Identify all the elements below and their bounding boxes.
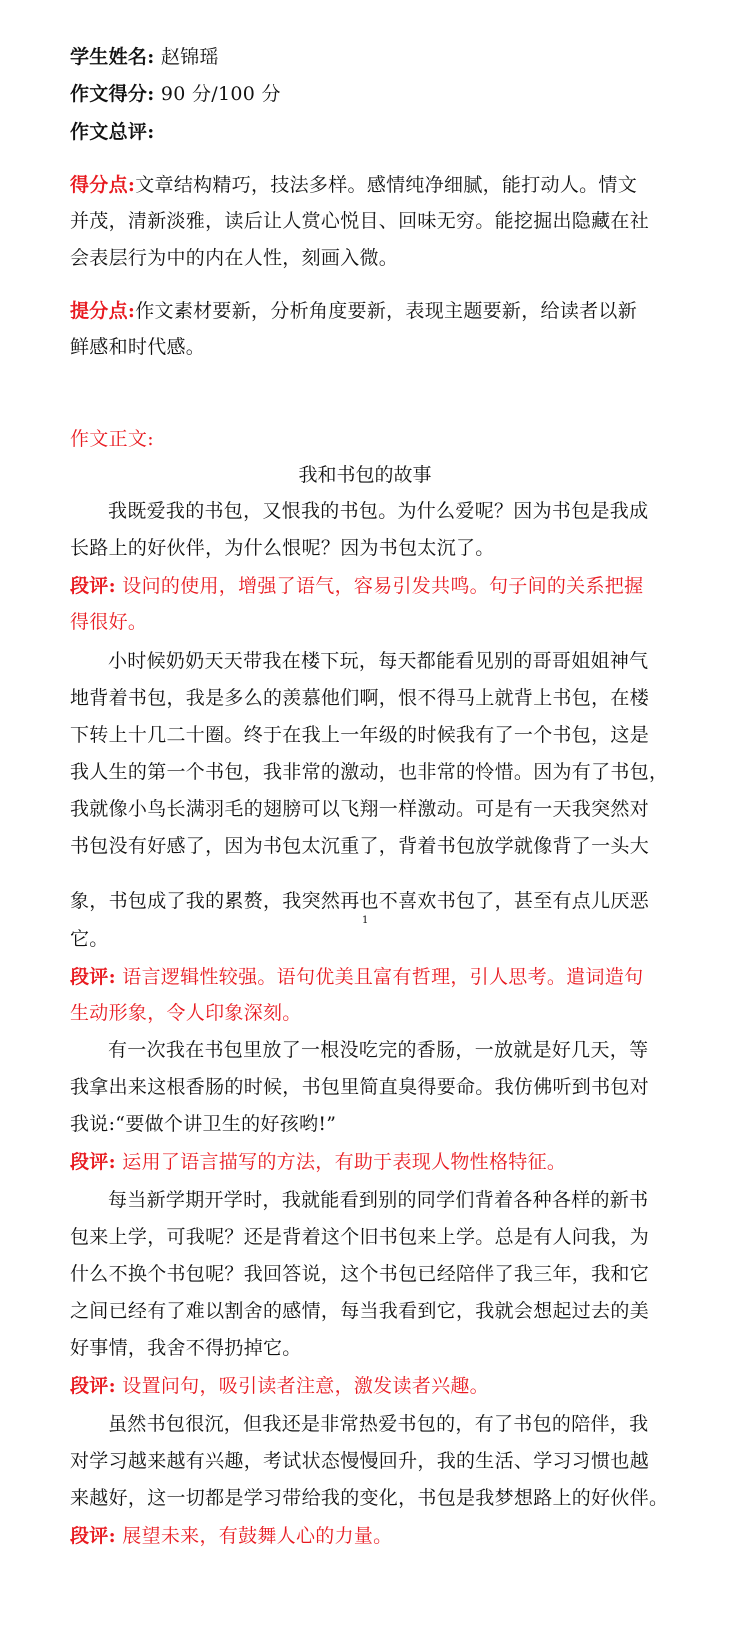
essay-paragraph-line: 包来上学，可我呢？还是背着这个旧书包来上学。总是有人问我，为	[70, 1226, 650, 1248]
comment-label: 段评:	[70, 1151, 116, 1173]
essay-paragraph-line: 地背着书包，我是多么的羡慕他们啊，恨不得马上就背上书包，在楼	[70, 687, 650, 709]
essay-paragraph-line: 下转上十几二十圈。终于在我上一年级的时候我有了一个书包，这是	[70, 724, 650, 746]
essay-paragraph-line: 我人生的第一个书包，我非常的激动，也非常的怜惜。因为有了书包，	[70, 761, 669, 783]
comment-text: 运用了语言描写的方法，有助于表现人物性格特征。	[122, 1151, 567, 1173]
comment-text: 得很好。	[70, 611, 148, 633]
comment-text: 展望未来，有鼓舞人心的力量。	[122, 1525, 393, 1547]
essay-paragraph-line: 有一次我在书包里放了一根没吃完的香肠，一放就是好几天，等	[108, 1039, 649, 1061]
improve-text: 鲜感和时代感。	[70, 336, 206, 358]
comment-text: 设问的使用，增强了语气，容易引发共鸣。句子间的关系把握	[122, 575, 644, 597]
essay-paragraph-line: 之间已经有了难以割舍的感情，每当我看到它，我就会想起过去的美	[70, 1300, 650, 1322]
strengths-text: 并茂，清新淡雅，读后让人赏心悦目、回味无穷。能挖掘出隐藏在社	[70, 210, 650, 232]
essay-paragraph-line: 什么不换个书包呢？我回答说，这个书包已经陪伴了我三年，我和它	[70, 1263, 650, 1285]
review-label: 作文总评:	[70, 121, 155, 143]
improve-line	[70, 296, 637, 323]
comment-line	[70, 1147, 566, 1174]
improve-text: 作文素材要新，分析角度要新，表现主题要新，给读者以新	[135, 300, 638, 322]
comment-label: 段评:	[70, 966, 116, 988]
essay-paragraph-line: 它。	[70, 928, 109, 950]
score-label: 作文得分:	[70, 83, 155, 105]
improve-label: 提分点:	[70, 300, 136, 322]
comment-line	[70, 962, 643, 989]
strengths-line	[70, 170, 637, 197]
essay-paragraph-line: 我既爱我的书包，又恨我的书包。为什么爱呢？因为书包是我成	[108, 500, 649, 522]
comment-line	[70, 1521, 392, 1548]
essay-paragraph-line: 好事情，我舍不得扔掉它。	[70, 1337, 302, 1359]
essay-paragraph-line: 我就像小鸟长满羽毛的翅膀可以飞翔一样激动。可是有一天我突然对	[70, 798, 650, 820]
page-number: 1	[362, 915, 369, 926]
strengths-text: 文章结构精巧，技法多样。感情纯净细腻，能打动人。情文	[135, 174, 638, 196]
comment-line	[70, 571, 643, 598]
essay-paragraph-line: 每当新学期开学时，我就能看到别的同学们背着各种各样的新书	[108, 1189, 649, 1211]
essay-paragraph-line: 虽然书包很沉，但我还是非常热爱书包的，有了书包的陪伴，我	[108, 1413, 649, 1435]
comment-label: 段评:	[70, 1525, 116, 1547]
essay-paragraph-line: 书包没有好感了，因为书包太沉重了，背着书包放学就像背了一头大	[70, 835, 650, 857]
strengths-label: 得分点:	[70, 174, 136, 196]
strengths-text: 会表层行为中的内在人性，刻画入微。	[70, 247, 399, 269]
essay-paragraph-line: 象，书包成了我的累赘，我突然再也不喜欢书包了，甚至有点儿厌恶	[70, 890, 650, 912]
comment-text: 生动形象，令人印象深刻。	[70, 1002, 302, 1024]
comment-text: 设置问句，吸引读者注意，激发读者兴趣。	[122, 1375, 489, 1397]
comment-label: 段评:	[70, 1375, 116, 1397]
essay-paragraph-line: 小时候奶奶天天带我在楼下玩，每天都能看见别的哥哥姐姐神气	[108, 650, 649, 672]
essay-paragraph-line: 长路上的好伙伴，为什么恨呢？因为书包太沉了。	[70, 537, 495, 559]
comment-label: 段评:	[70, 575, 116, 597]
score-value: 90 分/100 分	[160, 83, 281, 105]
score-row	[70, 79, 281, 106]
student-name-value: 赵锦瑶	[160, 46, 219, 68]
student-name-label: 学生姓名:	[70, 46, 155, 68]
comment-text: 语言逻辑性较强。语句优美且富有哲理，引人思考。遣词造句	[122, 966, 644, 988]
essay-paragraph-line: 来越好，这一切都是学习带给我的变化，书包是我梦想路上的好伙伴。	[70, 1487, 669, 1509]
essay-paragraph-line: 我拿出来这根香肠的时候，书包里简直臭得要命。我仿佛听到书包对	[70, 1076, 650, 1098]
essay-paragraph-line: 对学习越来越有兴趣，考试状态慢慢回升，我的生活、学习习惯也越	[70, 1450, 650, 1472]
comment-line	[70, 1371, 489, 1398]
essay-body-label: 作文正文:	[70, 428, 154, 450]
student-name-row	[70, 42, 219, 69]
essay-title: 我和书包的故事	[298, 464, 432, 486]
essay-paragraph-line: 我说:“要做个讲卫生的好孩哟!”	[70, 1113, 337, 1135]
